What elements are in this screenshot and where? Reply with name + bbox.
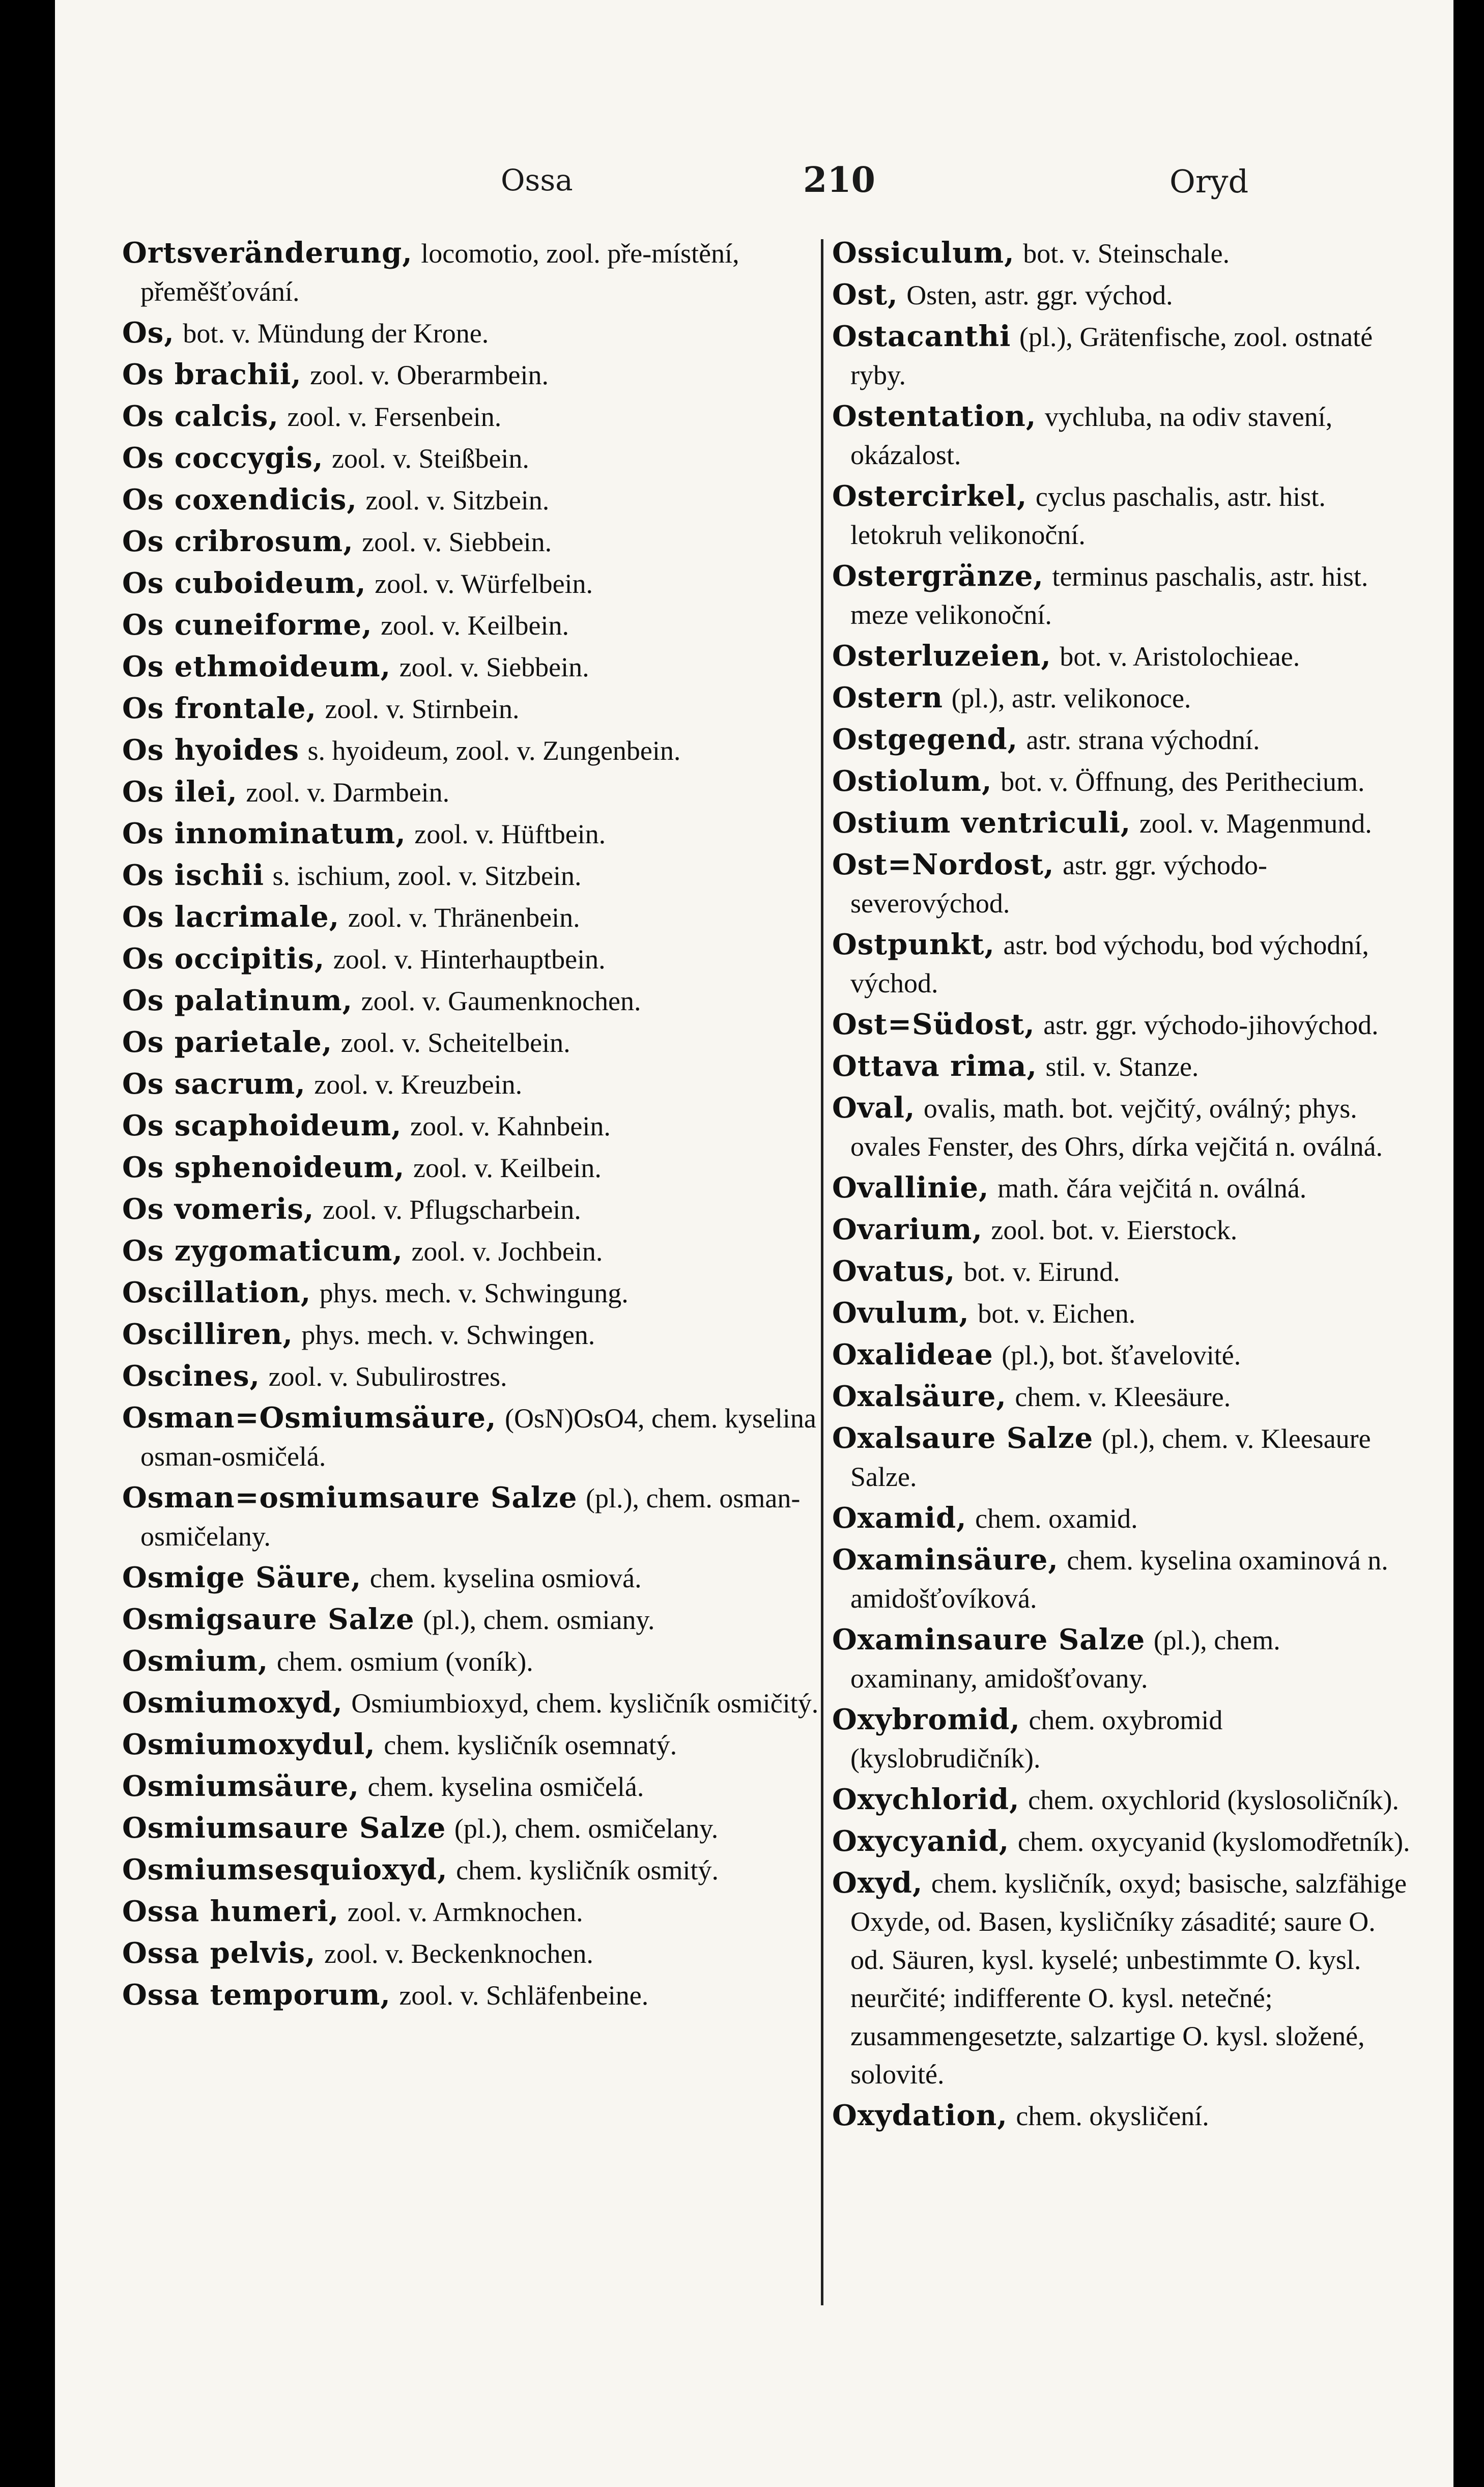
entry-definition: ovalis, math. bot. vejčitý, oválný; phys. ovales Fenster, des Ohrs, dírka vejčitá n. oválná. xyxy=(850,1093,1383,1162)
dictionary-entry xyxy=(122,1809,819,1848)
dictionary-entry xyxy=(832,804,1412,843)
entry-headword: Osterluzeien, xyxy=(832,639,1051,673)
entry-definition: math. čára vejčitá n. oválná. xyxy=(997,1173,1307,1204)
entry-definition: terminus paschalis, astr. hist. meze velikonoční. xyxy=(850,561,1368,630)
entry-definition: (pl.), chem. osmičelany. xyxy=(454,1813,719,1844)
entry-definition: zool. v. Jochbein. xyxy=(411,1236,603,1267)
entry-definition: zool. v. Stirnbein. xyxy=(325,694,520,724)
entry-headword: Ostacanthi xyxy=(832,320,1011,353)
entry-headword: Ossa temporum, xyxy=(122,1978,391,2012)
entry-definition: bot. v. Mündung der Krone. xyxy=(183,318,489,349)
entry-headword: Oxycyanid, xyxy=(832,1824,1010,1858)
dictionary-entry xyxy=(122,690,819,728)
entry-definition: bot. v. Steinschale. xyxy=(1023,238,1230,269)
dictionary-entry xyxy=(832,1864,1412,2094)
entry-headword: Osmiumsaure Salze xyxy=(122,1811,446,1845)
entry-definition: zool. v. Schläfenbeine. xyxy=(399,1980,649,2011)
entry-definition: bot. v. Öffnung, des Perithecium. xyxy=(1001,766,1365,797)
entry-headword: Os cuboideum, xyxy=(122,566,366,600)
entry-headword: Osmium, xyxy=(122,1644,269,1678)
entry-headword: Os zygomaticum, xyxy=(122,1234,403,1268)
dictionary-entry xyxy=(122,1976,819,2015)
entry-headword: Oxydation, xyxy=(832,2099,1008,2132)
entry-definition: (pl.), astr. velikonoce. xyxy=(951,683,1191,713)
dictionary-entry xyxy=(122,1726,819,1764)
entry-headword: Ostpunkt, xyxy=(832,928,995,961)
entry-definition: zool. bot. v. Eierstock. xyxy=(991,1215,1238,1245)
dictionary-entry xyxy=(832,2097,1412,2135)
entry-definition: chem. v. Kleesäure. xyxy=(1015,1382,1231,1412)
entry-definition: zool. v. Steißbein. xyxy=(331,443,529,474)
entry-definition: (pl.), chem. osmiany. xyxy=(423,1605,655,1635)
entry-definition: zool. v. Hüftbein. xyxy=(414,819,606,849)
entry-definition: zool. v. Würfelbein. xyxy=(375,568,593,599)
entry-headword: Ossa humeri, xyxy=(122,1895,339,1928)
dictionary-entry xyxy=(832,637,1412,676)
entry-headword: Oxyd, xyxy=(832,1866,923,1900)
entry-definition: astr. ggr. východo-severovýchod. xyxy=(850,850,1268,919)
dictionary-entry xyxy=(122,731,819,770)
entry-definition: phys. mech. v. Schwingen. xyxy=(301,1320,595,1350)
entry-headword: Os lacrimale, xyxy=(122,900,340,934)
entry-headword: Os calcis, xyxy=(122,399,279,433)
entry-definition: vychluba, na odiv stavení, okázalost. xyxy=(850,402,1333,470)
entry-definition: zool. v. Gaumenknochen. xyxy=(361,986,641,1016)
entry-headword: Os frontale, xyxy=(122,692,317,725)
dictionary-entry xyxy=(832,1822,1412,1861)
entry-headword: Oval, xyxy=(832,1091,916,1125)
dictionary-entry xyxy=(122,1851,819,1890)
dictionary-entry xyxy=(122,1767,819,1806)
entry-headword: Os brachii, xyxy=(122,358,302,391)
dictionary-entry xyxy=(122,606,819,645)
entry-headword: Os sacrum, xyxy=(122,1067,306,1101)
dictionary-entry xyxy=(832,276,1412,315)
dictionary-entry xyxy=(832,1336,1412,1375)
dictionary-entry xyxy=(832,318,1412,394)
entry-definition: stil. v. Stanze. xyxy=(1045,1051,1199,1082)
dictionary-entry xyxy=(832,1252,1412,1291)
entry-headword: Os vomeris, xyxy=(122,1192,315,1226)
entry-definition: chem. osmium (voník). xyxy=(276,1646,533,1677)
entry-headword: Os scaphoideum, xyxy=(122,1109,402,1142)
entry-definition: zool. v. Thränenbein. xyxy=(348,902,580,933)
entry-definition: astr. bod východu, bod východní, východ. xyxy=(850,930,1369,998)
entry-headword: Ostern xyxy=(832,681,944,714)
dictionary-entry xyxy=(832,1169,1412,1208)
entry-definition: astr. strana východní. xyxy=(1026,725,1260,755)
entry-definition: zool. v. Hinterhauptbein. xyxy=(333,944,606,975)
entry-definition: (pl.), Grätenfische, zool. ostnaté ryby. xyxy=(850,322,1373,390)
dictionary-entry xyxy=(122,481,819,520)
entry-headword: Os innominatum, xyxy=(122,817,406,850)
dictionary-entry xyxy=(832,846,1412,923)
entry-definition: zool. v. Kreuzbein. xyxy=(314,1069,523,1100)
dictionary-entry xyxy=(832,1621,1412,1698)
entry-definition: phys. mech. v. Schwingung. xyxy=(319,1278,629,1308)
entry-headword: Ovulum, xyxy=(832,1296,969,1330)
entry-headword: Osmige Säure, xyxy=(122,1561,362,1594)
entry-definition: s. hyoideum, zool. v. Zungenbein. xyxy=(307,735,681,766)
entry-definition: bot. v. Eichen. xyxy=(978,1298,1136,1329)
dictionary-entry xyxy=(122,1232,819,1271)
dictionary-entry xyxy=(832,762,1412,801)
entry-headword: Osmiumoxyd, xyxy=(122,1686,343,1720)
entry-definition: bot. v. Aristolochieae. xyxy=(1060,641,1300,672)
entry-headword: Ossa pelvis, xyxy=(122,1936,316,1970)
dictionary-entry xyxy=(832,1701,1412,1778)
entry-definition: (OsN)OsO4, chem. kyselina osman-osmičelá. xyxy=(140,1403,816,1472)
entry-headword: Oxaminsäure, xyxy=(832,1543,1059,1577)
entry-headword: Osmiumoxydul, xyxy=(122,1728,376,1761)
dictionary-entry xyxy=(122,982,819,1020)
entry-headword: Osmiumsesquioxyd, xyxy=(122,1853,448,1886)
entry-definition: chem. okysličení. xyxy=(1016,2101,1209,2131)
entry-definition: chem. kyselina osmičelá. xyxy=(367,1771,644,1802)
dictionary-entry xyxy=(122,1065,819,1104)
entry-definition: chem. oxychlorid (kyslosoličník). xyxy=(1028,1785,1399,1815)
dictionary-entry xyxy=(122,1600,819,1639)
entry-headword: Os ethmoideum, xyxy=(122,650,391,683)
dictionary-entry xyxy=(832,1211,1412,1249)
entry-definition: Osten, astr. ggr. východ. xyxy=(906,280,1173,310)
entry-definition: (pl.), chem. oxaminany, amidošťovany. xyxy=(850,1625,1280,1694)
column-divider xyxy=(821,239,823,2305)
entry-headword: Ostergränze, xyxy=(832,559,1044,593)
page-number: 210 xyxy=(803,160,875,201)
dictionary-entry xyxy=(122,523,819,561)
entry-definition: zool. v. Subulirostres. xyxy=(268,1361,507,1392)
entry-headword: Ossiculum, xyxy=(832,236,1015,270)
scan-border-right xyxy=(1453,0,1484,2487)
dictionary-entry xyxy=(832,557,1412,634)
entry-definition: chem. oxycyanid (kyslomodřetník). xyxy=(1017,1826,1410,1857)
dictionary-entry xyxy=(122,815,819,853)
entry-headword: Oxaminsaure Salze xyxy=(832,1623,1146,1656)
dictionary-entry xyxy=(122,397,819,436)
dictionary-entry xyxy=(832,679,1412,718)
entry-definition: zool. v. Beckenknochen. xyxy=(324,1938,593,1969)
dictionary-entry xyxy=(122,1316,819,1354)
dictionary-entry xyxy=(122,1107,819,1146)
dictionary-entry xyxy=(122,1684,819,1723)
dictionary-entry xyxy=(832,1541,1412,1618)
dictionary-entry xyxy=(122,1893,819,1931)
left-column xyxy=(122,234,819,2018)
entry-headword: Oscilliren, xyxy=(122,1318,293,1351)
dictionary-entry xyxy=(832,1006,1412,1044)
dictionary-entry xyxy=(122,898,819,937)
entry-headword: Oxybromid, xyxy=(832,1703,1020,1736)
entry-definition: chem. kysličník, oxyd; basische, salzfähige Oxyde, od. Basen, kysličníky zásadité; saure O. od. Säuren, kysl. kyselé; unbestimmte O. kysl. neurčité; indifferente O. kysl. netečné; zusammengesetzte, salzartige O. kysl. složené, solovité. xyxy=(850,1868,1407,2090)
entry-headword: Osmiumsäure, xyxy=(122,1769,359,1803)
dictionary-entry xyxy=(832,1294,1412,1333)
entry-headword: Os ischii xyxy=(122,859,264,892)
dictionary-entry xyxy=(122,1149,819,1187)
dictionary-entry xyxy=(122,1357,819,1396)
dictionary-entry xyxy=(122,1399,819,1476)
dictionary-entry xyxy=(832,1089,1412,1166)
entry-definition: chem. oxybromid (kyslobrudičník). xyxy=(850,1705,1223,1774)
dictionary-entry xyxy=(832,1378,1412,1416)
header-right-guideword: Oryd xyxy=(1169,163,1249,200)
entry-definition: zool. v. Oberarmbein. xyxy=(310,360,549,390)
entry-definition: locomotio, zool. pře-místění, přeměšťování. xyxy=(140,238,739,307)
entry-definition: zool. v. Keilbein. xyxy=(381,610,569,641)
dictionary-entry xyxy=(832,477,1412,554)
entry-headword: Osmigsaure Salze xyxy=(122,1603,415,1636)
entry-definition: zool. v. Sitzbein. xyxy=(365,485,550,516)
running-header xyxy=(55,160,1453,219)
entry-definition: chem. kyselina oxaminová n. amidošťovíková. xyxy=(850,1545,1388,1614)
dictionary-entry xyxy=(122,856,819,895)
entry-headword: Os hyoides xyxy=(122,733,299,767)
dictionary-entry xyxy=(122,439,819,478)
entry-definition: chem. oxamid. xyxy=(975,1503,1138,1534)
dictionary-entry xyxy=(122,773,819,812)
entry-headword: Oxamid, xyxy=(832,1501,967,1535)
dictionary-entry xyxy=(122,648,819,687)
dictionary-entry xyxy=(122,1559,819,1597)
entry-headword: Os sphenoideum, xyxy=(122,1151,405,1184)
entry-headword: Ostium ventriculi, xyxy=(832,806,1131,840)
entry-headword: Oxychlorid, xyxy=(832,1783,1020,1816)
entry-definition: zool. v. Kahnbein. xyxy=(410,1111,611,1141)
entry-definition: bot. v. Eirund. xyxy=(963,1256,1120,1287)
entry-definition: astr. ggr. východo-jihovýchod. xyxy=(1043,1010,1379,1040)
entry-headword: Oxalideae xyxy=(832,1338,993,1371)
entry-headword: Ostiolum, xyxy=(832,764,992,798)
entry-headword: Os cuneiforme, xyxy=(122,608,373,642)
entry-definition: zool. v. Siebbein. xyxy=(362,527,552,557)
entry-headword: Os cribrosum, xyxy=(122,525,354,558)
entry-headword: Ostentation, xyxy=(832,399,1037,433)
entry-definition: zool. v. Scheitelbein. xyxy=(340,1027,570,1058)
entry-headword: Os coxendicis, xyxy=(122,483,357,517)
entry-headword: Ost=Südost, xyxy=(832,1008,1035,1041)
dictionary-entry xyxy=(832,1047,1412,1086)
scan-border-left xyxy=(0,0,55,2487)
dictionary-entry xyxy=(832,397,1412,474)
entry-definition: zool. v. Armknochen. xyxy=(347,1897,583,1927)
dictionary-entry xyxy=(832,1781,1412,1819)
dictionary-entry xyxy=(832,721,1412,759)
dictionary-entry xyxy=(122,1023,819,1062)
dictionary-entry xyxy=(122,314,819,353)
entry-headword: Ovarium, xyxy=(832,1213,983,1246)
entry-headword: Oscillation, xyxy=(122,1276,311,1309)
header-left-guideword: Ossa xyxy=(501,163,573,197)
dictionary-entry xyxy=(832,926,1412,1003)
entry-definition: chem. kyselina osmiová. xyxy=(369,1563,642,1593)
dictionary-entry xyxy=(122,1274,819,1312)
dictionary-entry xyxy=(122,940,819,979)
entry-headword: Oxalsäure, xyxy=(832,1380,1007,1413)
dictionary-entry xyxy=(122,1642,819,1681)
entry-headword: Osman=Osmiumsäure, xyxy=(122,1401,497,1435)
right-column xyxy=(832,234,1412,2138)
entry-headword: Os occipitis, xyxy=(122,942,325,976)
entry-definition: (pl.), chem. osman-osmičelany. xyxy=(140,1483,801,1552)
entry-headword: Ovallinie, xyxy=(832,1171,989,1205)
entry-headword: Osman=osmiumsaure Salze xyxy=(122,1481,578,1514)
dictionary-entry xyxy=(122,356,819,394)
dictionary-entry xyxy=(832,1419,1412,1496)
entry-definition: chem. kysličník osemnatý. xyxy=(384,1730,677,1760)
dictionary-entry xyxy=(122,234,819,311)
entry-definition: (pl.), chem. v. Kleesaure Salze. xyxy=(850,1423,1371,1492)
entry-headword: Os parietale, xyxy=(122,1025,333,1059)
entry-definition: zool. v. Fersenbein. xyxy=(287,402,502,432)
dictionary-entry xyxy=(122,1479,819,1556)
entry-definition: zool. v. Magenmund. xyxy=(1139,808,1372,839)
entry-headword: Oxalsaure Salze xyxy=(832,1421,1094,1455)
entry-headword: Ottava rima, xyxy=(832,1049,1037,1083)
entry-headword: Ost=Nordost, xyxy=(832,848,1054,881)
entry-headword: Os ilei, xyxy=(122,775,238,809)
entry-headword: Ostgegend, xyxy=(832,723,1018,756)
entry-definition: chem. kysličník osmitý. xyxy=(456,1855,719,1885)
entry-definition: (pl.), bot. šťavelovité. xyxy=(1002,1340,1241,1370)
entry-headword: Os, xyxy=(122,316,175,350)
entry-headword: Ovatus, xyxy=(832,1254,956,1288)
entry-definition: cyclus paschalis, astr. hist. letokruh velikonoční. xyxy=(850,481,1326,550)
entry-headword: Os coccygis, xyxy=(122,441,324,475)
entry-definition: zool. v. Pflugscharbein. xyxy=(322,1194,581,1225)
entry-headword: Ortsveränderung, xyxy=(122,236,413,270)
dictionary-entry xyxy=(832,1499,1412,1538)
dictionary-entry xyxy=(122,1934,819,1973)
entry-definition: zool. v. Darmbein. xyxy=(246,777,450,808)
entry-headword: Oscines, xyxy=(122,1359,261,1393)
dictionary-entry xyxy=(122,1190,819,1229)
entry-definition: Osmiumbioxyd, chem. kysličník osmičitý. xyxy=(351,1688,819,1719)
entry-definition: zool. v. Siebbein. xyxy=(399,652,589,682)
entry-definition: zool. v. Keilbein. xyxy=(413,1153,602,1183)
entry-headword: Ostercirkel, xyxy=(832,479,1028,513)
dictionary-entry xyxy=(122,564,819,603)
entry-definition: s. ischium, zool. v. Sitzbein. xyxy=(272,861,582,891)
entry-headword: Ost, xyxy=(832,278,898,311)
dictionary-entry xyxy=(832,234,1412,273)
entry-headword: Os palatinum, xyxy=(122,984,353,1017)
